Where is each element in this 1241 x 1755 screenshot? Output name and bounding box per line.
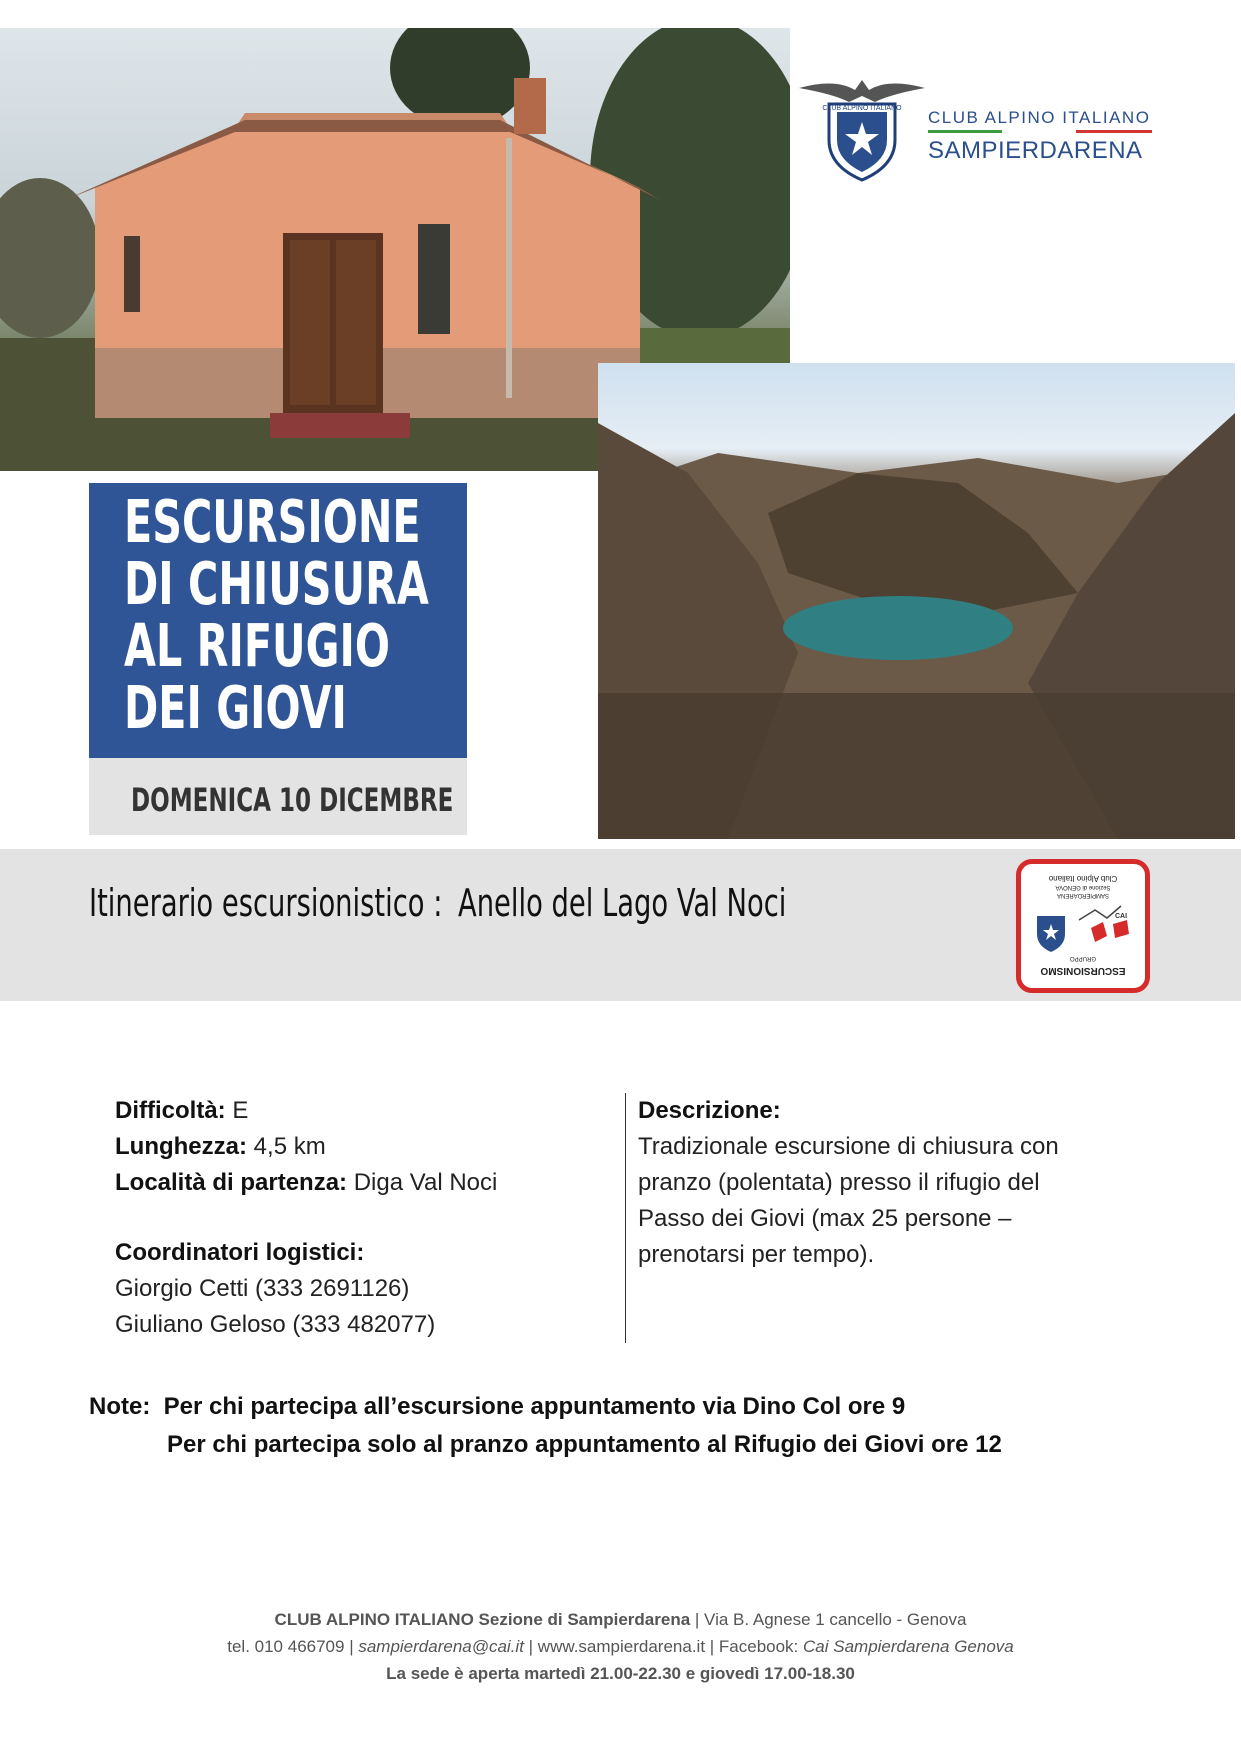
trip-details [115, 1093, 615, 1343]
event-date: DOMENICA 10 DICEMBRE [131, 781, 454, 819]
date-box [89, 758, 467, 835]
notes-label: Note: [89, 1393, 151, 1420]
coordinators-label: Coordinatori logistici: [115, 1239, 365, 1266]
footer-facebook[interactable]: Cai Sampierdarena Genova [803, 1637, 1014, 1656]
badge-top-line-1: Club Alpino Italiano [1048, 874, 1118, 883]
description-line: Passo dei Giovi (max 25 persone – [638, 1205, 1012, 1232]
badge-bottom-line-2: ESCURSIONISMO [1040, 965, 1126, 976]
event-title [124, 487, 460, 742]
column-divider [625, 1093, 626, 1343]
description-line: pranzo (polentata) presso il rifugio del [638, 1169, 1040, 1196]
coordinator-item: Giuliano Geloso (333 482077) [115, 1311, 436, 1338]
tricolor-stripe [928, 130, 1152, 133]
badge-flag-text: CAI [1114, 913, 1128, 920]
length-row [115, 1129, 615, 1165]
footer-tel: tel. 010 466709 | [227, 1637, 359, 1656]
length-label: Lunghezza: [115, 1133, 247, 1160]
badge-top-line-3: SAMPIERDARENA [1056, 892, 1110, 898]
logo-line-2: SAMPIERDARENA [928, 137, 1143, 164]
title-line: AL RIFUGIO [124, 611, 390, 680]
length-value: 4,5 km [253, 1133, 326, 1160]
footer-address: | Via B. Agnese 1 cancello - Genova [690, 1610, 967, 1629]
badge-bottom-line-1: GRUPPO [1069, 955, 1097, 961]
difficulty-value: E [232, 1097, 249, 1124]
notes-line-2: Per chi partecipa solo al pranzo appuntamento al Rifugio dei Giovi ore 12 [167, 1431, 1002, 1458]
coordinator-item: Giorgio Cetti (333 2691126) [115, 1275, 410, 1302]
footer [0, 1606, 1241, 1687]
difficulty-row [115, 1093, 615, 1129]
itinerary-value: Anello del Lago Val Noci [458, 881, 787, 925]
description-line: Tradizionale escursione di chiusura con [638, 1133, 1059, 1160]
difficulty-label: Difficoltà: [115, 1097, 226, 1124]
notes-line-1: Per chi partecipa all’escursione appuntamento via Dino Col ore 9 [163, 1393, 906, 1420]
footer-line-1 [0, 1606, 1241, 1633]
emblem-text: CLUB ALPINO ITALIANO [822, 105, 902, 112]
cai-logo [795, 74, 1155, 184]
footer-web[interactable]: | www.sampierdarena.it | Facebook: [523, 1637, 804, 1656]
lake-photo [598, 363, 1235, 839]
footer-line-2 [0, 1633, 1241, 1660]
badge-icon [1021, 864, 1145, 988]
itinerary-band [0, 849, 1241, 1001]
notes [89, 1388, 1002, 1464]
title-box [89, 483, 467, 758]
title-line: DEI GIOVI [124, 673, 347, 742]
gruppo-escursionismo-badge [1016, 859, 1150, 993]
title-line: DI CHIUSURA [124, 549, 429, 618]
notes-row-1 [89, 1388, 1002, 1426]
start-row [115, 1165, 615, 1201]
logo-line-1: CLUB ALPINO ITALIANO [928, 108, 1151, 127]
description-line: prenotarsi per tempo). [638, 1241, 875, 1268]
cai-eagle-shield-icon [795, 74, 929, 184]
description [638, 1093, 1138, 1273]
start-label: Località di partenza: [115, 1169, 348, 1196]
badge-top-line-2: Sezione di GENOVA [1055, 884, 1111, 890]
footer-hours: La sede è aperta martedì 21.00-22.30 e giovedì 17.00-18.30 [386, 1664, 855, 1683]
itinerary-label: Itinerario escursionistico : [89, 881, 443, 925]
spacer [115, 1201, 615, 1235]
start-value: Diga Val Noci [353, 1169, 498, 1196]
footer-line-3 [0, 1660, 1241, 1687]
footer-email[interactable]: sampierdarena@cai.it [358, 1637, 524, 1656]
title-line: ESCURSIONE [124, 487, 421, 556]
description-label: Descrizione: [638, 1097, 781, 1124]
coordinators-label-row [115, 1235, 615, 1271]
footer-org: CLUB ALPINO ITALIANO Sezione di Sampierdarena [274, 1610, 691, 1629]
